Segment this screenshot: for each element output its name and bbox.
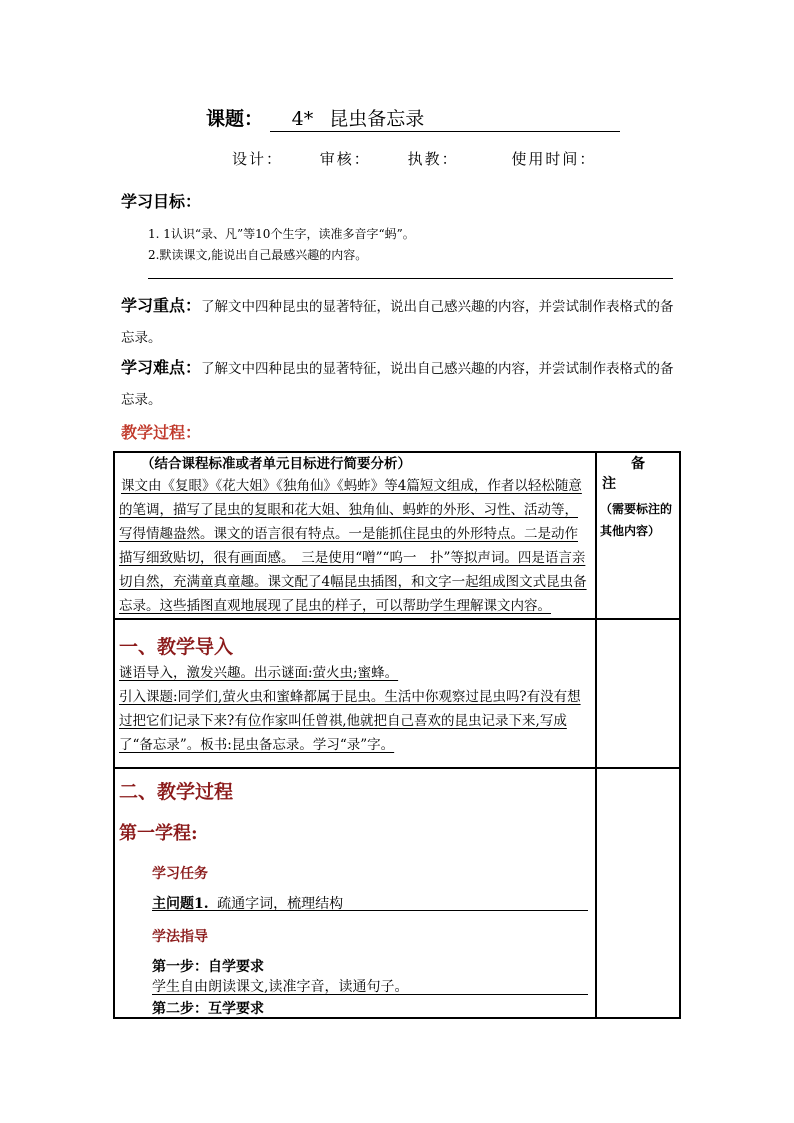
difficulty-text: 了解文中四种昆虫的显著特征，说出自己感兴趣的内容，并尝试制作表格式的备忘录。 [121, 361, 674, 408]
difficulty-paragraph [121, 352, 681, 416]
meta-line [232, 148, 626, 169]
table-row-divider-2 [113, 767, 681, 769]
notes-title-1: 备 [631, 456, 645, 472]
main-question-text: 疏通字词，梳理结构 [217, 896, 344, 912]
step-1-text: 学生自由朗读课文,读准字音，读通句子。 [152, 979, 409, 995]
task-title: 学习任务 [152, 866, 208, 882]
focus-text: 了解文中四种昆虫的显著特征，说出自己感兴趣的内容，并尝试制作表格式的备忘录。 [121, 299, 674, 346]
goal-item-1: 1. 1认识“录、凡”等10个生字，读准多音字“蚂”。 [148, 227, 415, 241]
notes-cell [600, 454, 676, 542]
step-1-rule [152, 994, 588, 995]
review-label: 审核： [319, 150, 371, 168]
goals-divider [148, 278, 673, 279]
stage-1-title: 第一学程: [119, 823, 198, 844]
main-question-rule [152, 910, 588, 911]
method-title: 学法指导 [152, 929, 208, 945]
section-1-title: 一、教学导入 [119, 636, 234, 658]
difficulty-label: 学习难点： [121, 358, 202, 377]
title-value [270, 107, 620, 132]
goals-heading: 学习目标： [121, 192, 202, 211]
analysis-text: 课文由《复眼》《花大姐》《独角仙》《蚂蚱》等4篇短文组成，作者以轻松随意的笔调，描写了昆虫的复眼和花大姐、独角仙、蚂蚱的外形、习性、活动等，写得情趣盎然。课文的语言很有特点。一是能抓住昆虫的外形特点。二是动作描写细致贴切，很有画面感。 三是使用“噌”“呜一 扑”等拟声词。四是语言亲切自然，充满童真童趣。课文配了4幅昆虫插图，和文字一起组成图文式昆虫备忘录。这些插图直观地展现了昆虫的样子，可以帮助学生理解课文内容。 [119, 478, 587, 614]
section-2-title: 二、教学过程 [119, 781, 234, 803]
step-2-label: 第二步：互学要求 [152, 1001, 264, 1017]
goal-item-2: 2.默读课文,能说出自己最感兴趣的内容。 [148, 248, 368, 262]
notes-title-2: 注 [602, 476, 616, 492]
analysis-heading: （结合课程标准或者单元目标进行简要分析） [141, 456, 411, 472]
section-1-line-2: 引入课题:同学们,萤火虫和蜜蜂都属于昆虫。生活中你观察过昆虫吗?有没有想过把它们记录下来?有位作家叫任曾祺,他就把自己喜欢的昆虫记录下来,写成了“备忘录”。板书:昆虫备忘录。学习“录”字。 [119, 689, 581, 753]
time-label: 使用时间： [511, 150, 597, 168]
teach-label: 执教： [407, 150, 459, 168]
focus-paragraph [121, 290, 681, 354]
notes-text: （需要标注的其他内容） [600, 502, 673, 538]
focus-label: 学习重点： [121, 296, 202, 315]
title-label: 课题： [206, 108, 264, 130]
design-label: 设计： [232, 150, 284, 168]
lesson-number: 4* [291, 108, 314, 130]
lesson-name: 昆虫备忘录 [329, 108, 425, 130]
section-1-line-1: 谜语导入，激发兴趣。出示谜面:萤火虫;蜜蜂。 [119, 665, 399, 681]
main-question-label: 主问题1. [152, 896, 209, 912]
table-row-divider-1 [113, 618, 681, 620]
lesson-title [206, 104, 620, 132]
table-column-divider [595, 451, 597, 1019]
process-heading: 教学过程： [121, 423, 202, 442]
step-1-label: 第一步：自学要求 [152, 959, 264, 975]
